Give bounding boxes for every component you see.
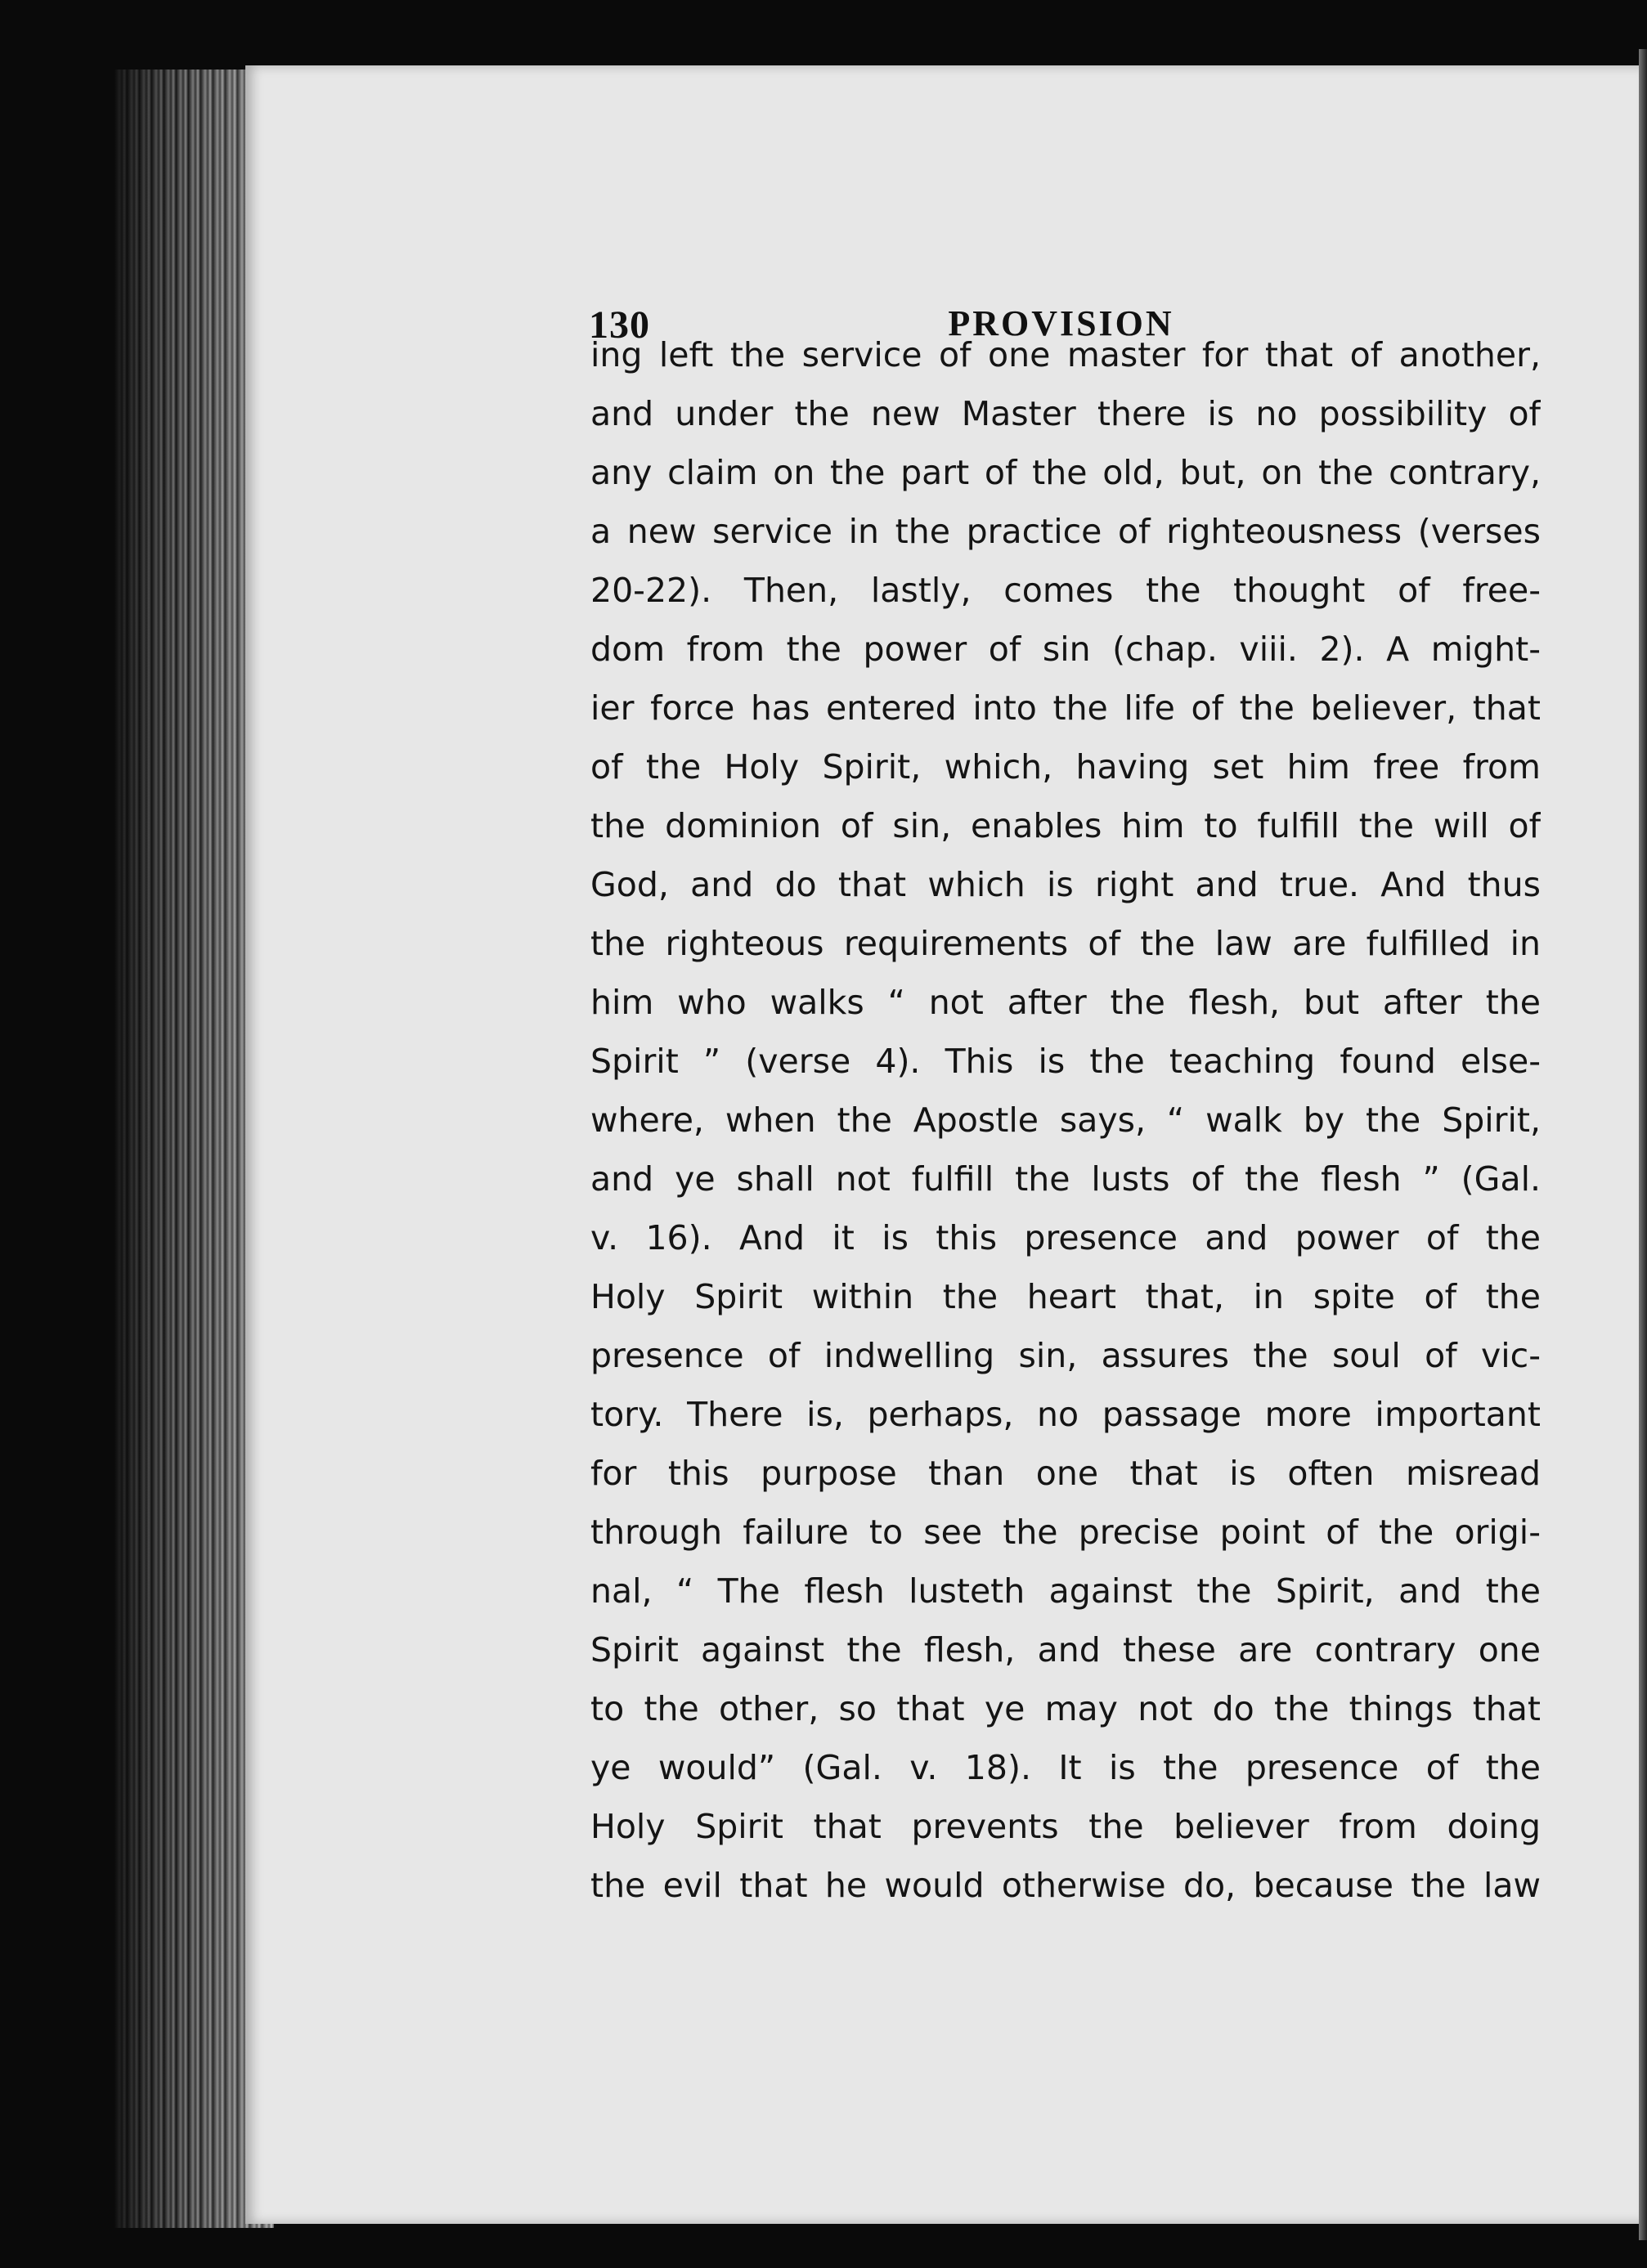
text-line: to the other, so that ye may not do the things that — [590, 1689, 1541, 1728]
body-text — [590, 325, 1541, 1915]
text-line: where, when the Apostle says, “ walk by the Spirit, — [590, 1100, 1541, 1140]
text-line: Holy Spirit that prevents the believer from doing — [590, 1807, 1541, 1846]
page-number: 130 — [589, 303, 650, 347]
text-line: Spirit against the flesh, and these are contrary one — [590, 1630, 1541, 1670]
text-line: and under the new Master there is no possibility of — [590, 394, 1541, 433]
text-line: dom from the power of sin (chap. viii. 2). A might- — [590, 630, 1541, 669]
text-line: him who walks “ not after the flesh, but after the — [590, 983, 1541, 1022]
text-line: the dominion of sin, enables him to fulfill the will of — [590, 806, 1541, 845]
text-line: through failure to see the precise point of the origi- — [590, 1513, 1541, 1552]
text-line: nal, “ The flesh lusteth against the Spirit, and the — [590, 1571, 1541, 1611]
text-line: v. 16). And it is this presence and power of the — [590, 1218, 1541, 1257]
text-line: Spirit ” (verse 4). This is the teaching found else- — [590, 1042, 1541, 1081]
text-line: ier force has entered into the life of the believer, that — [590, 688, 1541, 728]
text-line: a new service in the practice of righteousness (verses — [590, 512, 1541, 551]
text-line: tory. There is, perhaps, no passage more important — [590, 1395, 1541, 1434]
text-line: the evil that he would otherwise do, because the law — [590, 1866, 1541, 1905]
text-line: for this purpose than one that is often misread — [590, 1454, 1541, 1493]
text-line: Holy Spirit within the heart that, in spite of the — [590, 1277, 1541, 1316]
text-line: presence of indwelling sin, assures the soul of vic- — [590, 1336, 1541, 1375]
text-line: 20-22). Then, lastly, comes the thought of free- — [590, 571, 1541, 610]
text-line: God, and do that which is right and true. And thus — [590, 865, 1541, 904]
text-line: any claim on the part of the old, but, on the contrary, — [590, 453, 1541, 492]
text-line: and ye shall not fulfill the lusts of the flesh ” (Gal. — [590, 1159, 1541, 1199]
text-line: the righteous requirements of the law are fulfilled in — [590, 924, 1541, 963]
page-right-edge — [1639, 49, 1647, 2240]
text-line: ing left the service of one master for that of another, — [590, 335, 1541, 374]
text-line: ye would” (Gal. v. 18). It is the presence of the — [590, 1748, 1541, 1787]
text-line: of the Holy Spirit, which, having set him free from — [590, 747, 1541, 787]
running-title: PROVISION — [948, 303, 1174, 343]
